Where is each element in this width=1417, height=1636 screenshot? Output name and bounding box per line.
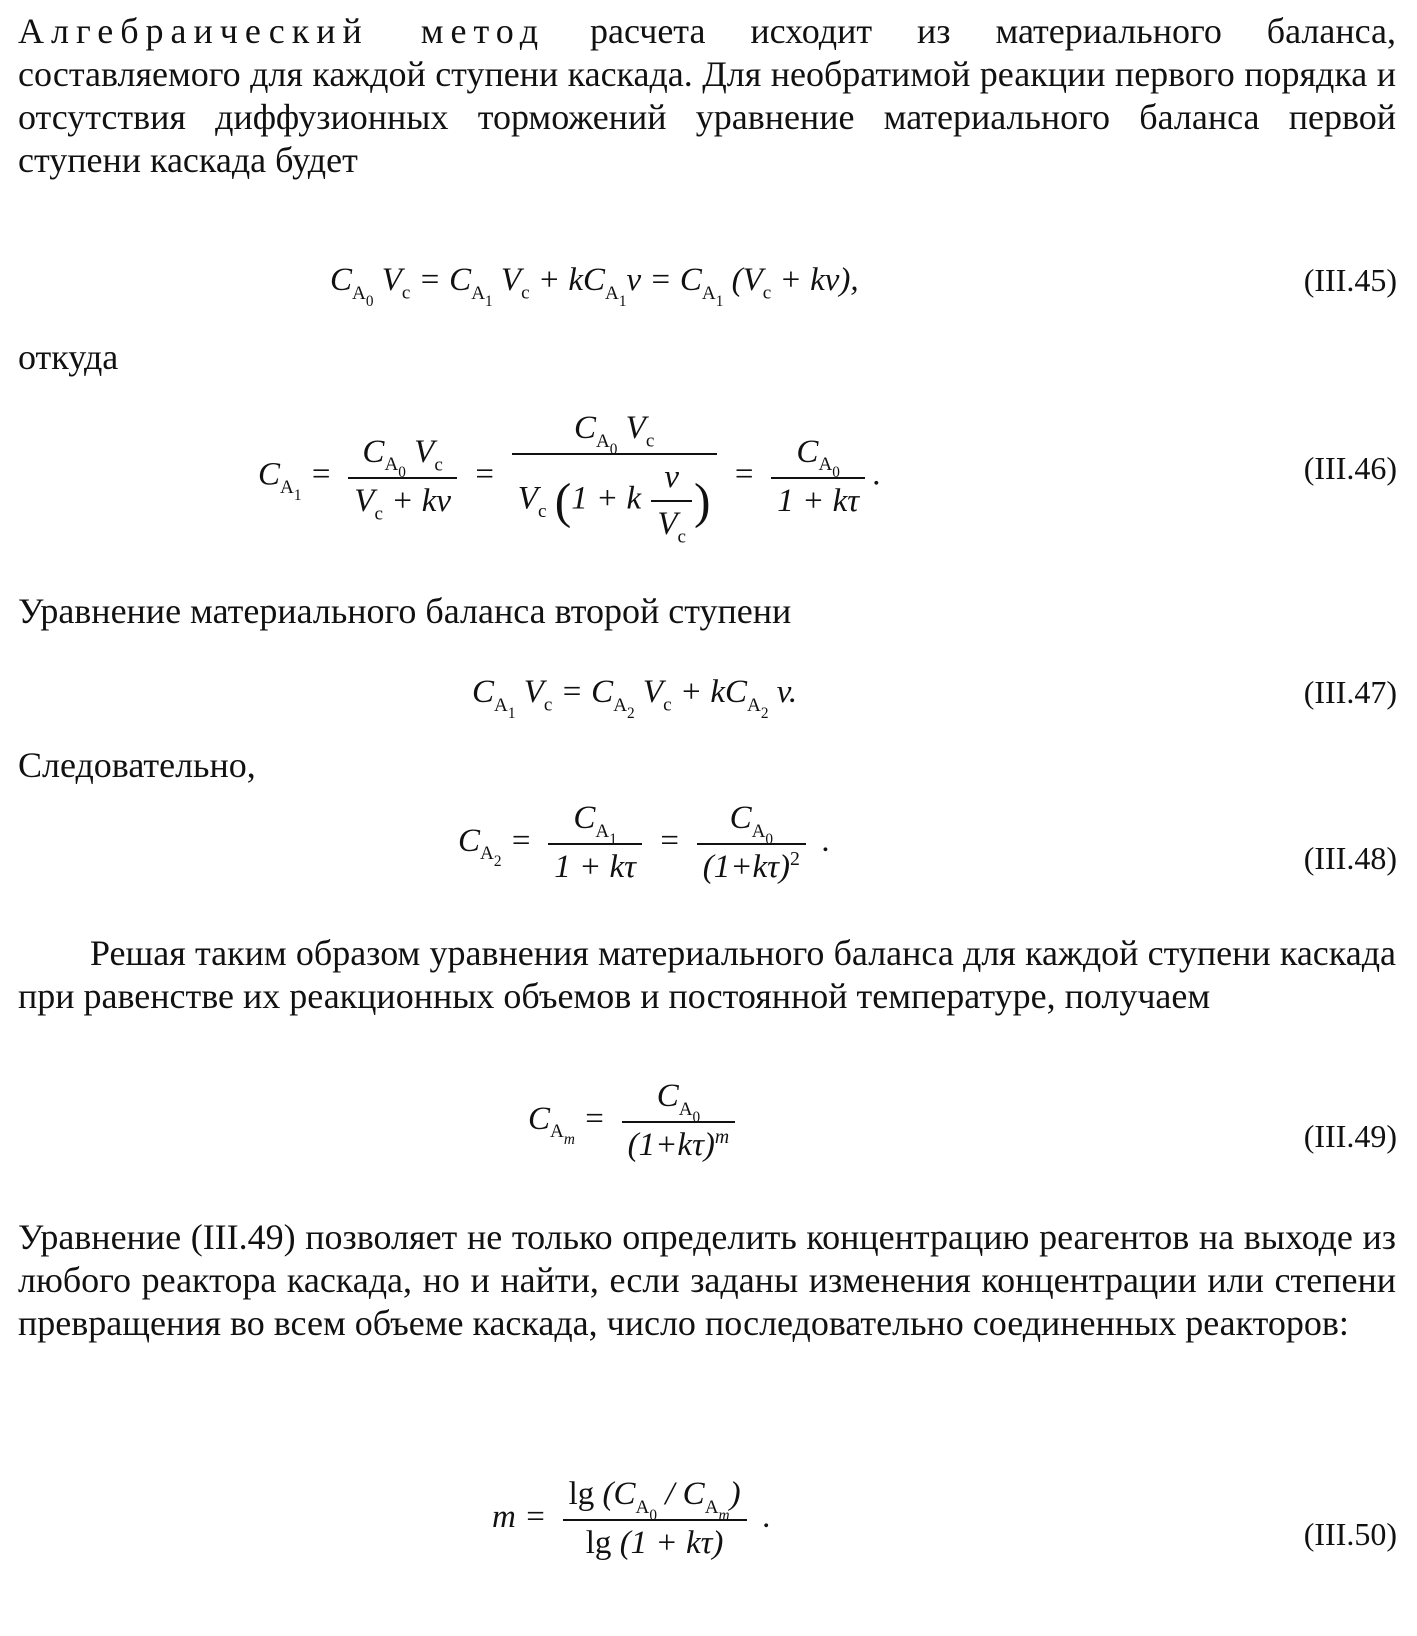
equation-III-50-body: m = $\frac{\lg (C_{A_0} / C_{A_m})}{\lg (1 + k\tau)}$ . xyxy=(492,1476,772,1562)
equation-number-III-48: (III.48) xyxy=(1303,840,1397,876)
paragraph-equation-use xyxy=(18,1216,1396,1345)
equation-III-47-body: $C_{A_1}$ $V_с = C_{A_2}$ $V_с + kC_{A_2}$ v. xyxy=(472,674,798,722)
otkuda-text: откуда xyxy=(18,337,119,377)
solving-text: Решая таким образом уравнения материального баланса для каждой ступени каскада при равенстве их реакционных объемов и постоянной температуре, получаем xyxy=(18,933,1396,1016)
equation-III-49 xyxy=(0,1078,1417,1178)
paragraph-otkuda xyxy=(18,336,1396,379)
equation-use-text: Уравнение (III.49) позволяет не только определить концентрацию реагентов на выходе из любого реактора каскада, но и найти, если заданы изменения концентрации или степени превращения во всем объеме каскада, число последовательно соединенных реакторов: xyxy=(18,1217,1396,1343)
equation-III-46 xyxy=(0,410,1417,570)
equation-III-49-body: $C_{A_m}$ = $\frac{C_{A_0}}{(1+k\tau)^m}$ xyxy=(528,1078,743,1164)
therefore-text: Следовательно, xyxy=(18,745,256,785)
equation-III-48 xyxy=(0,800,1417,900)
intro-lead-text: Алгебраический метод xyxy=(18,11,546,51)
equation-III-48-body: $C_{A_2}$ = $\frac{C_{A_1}}{1 + k\tau}$ = $\frac{C_{A_0}}{(1+k\tau)^2}$ . xyxy=(458,800,831,886)
paragraph-solving xyxy=(18,932,1396,1018)
second-stage-text: Уравнение материального баланса второй ступени xyxy=(18,591,792,631)
paragraph-intro xyxy=(18,10,1396,182)
paragraph-second-stage xyxy=(18,590,1396,633)
equation-III-46-body: $C_{A_1}$ = $\frac{C_{A_0} V_с}{V_с + kv}$ = $C_{A_0}$ $V_с$ $V_с$ (1 + k $\frac{v}{V_с}$ ) = $\frac{C_{A_0}}{1 + k\tau}$ . xyxy=(258,410,882,549)
equation-III-45 xyxy=(0,262,1417,322)
equation-number-III-45: (III.45) xyxy=(1303,262,1397,298)
equation-number-III-47: (III.47) xyxy=(1303,674,1397,710)
equation-III-47 xyxy=(0,674,1417,734)
equation-III-50 xyxy=(0,1476,1417,1586)
equation-III-45-body: $C_{A_0}$ $V_с = C_{A_1}$ $V_с + kC_{A_1}v = C_{A_1}$ $(V_с + kv)$, xyxy=(330,262,859,310)
intro-rest-text: расчета исходит из материального баланса, составляемого для каждой ступени каскада. Для необратимой реакции первого порядка и отсутствия диффузионных торможений уравнение материального баланса первой ступени каскада будет xyxy=(18,11,1396,180)
equation-number-III-49: (III.49) xyxy=(1303,1118,1397,1154)
paragraph-therefore xyxy=(18,744,1396,787)
equation-number-III-46: (III.46) xyxy=(1303,450,1397,486)
equation-number-III-50: (III.50) xyxy=(1303,1516,1397,1552)
